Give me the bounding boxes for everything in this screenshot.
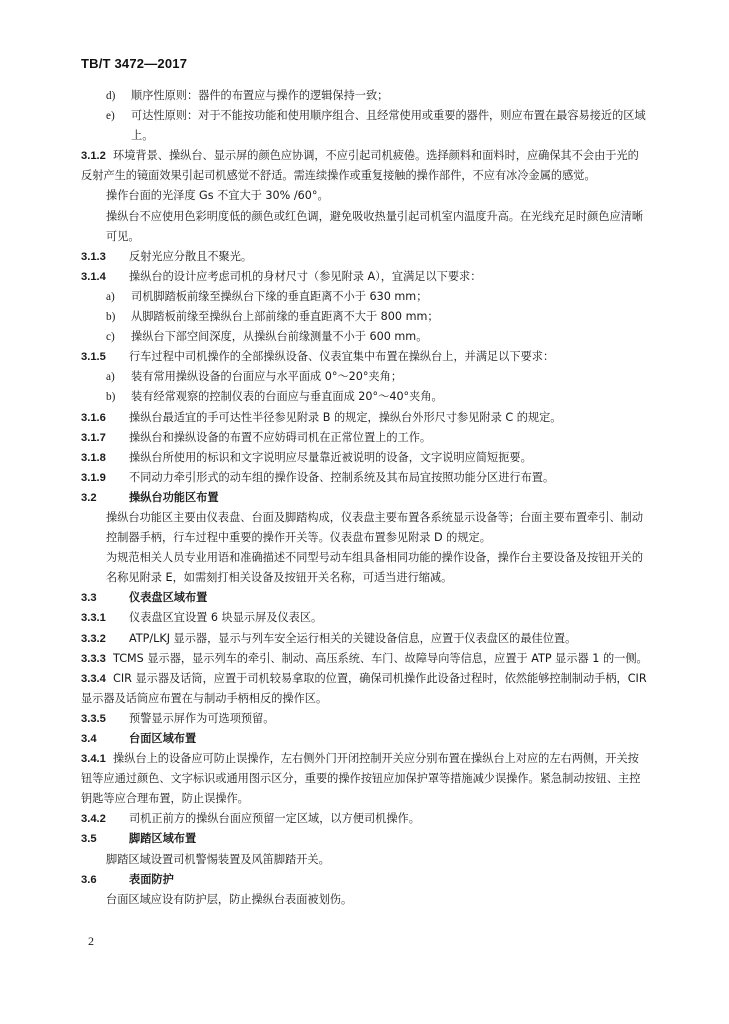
list-text: 可达性原则：对于不能按功能和使用顺序组合、且经常使用或重要的器件，则应布置在最容易接近的区域上。 bbox=[131, 109, 646, 143]
paragraph: 操纵台不应使用色彩明度低的颜色或红色调，避免吸收热量引起司机室内温度升高。在光线充足时颜色应清晰可见。 bbox=[106, 209, 644, 243]
clause-text: ATP/LKJ 显示器，显示与列车安全运行相关的关键设备信息，应置于仪表盘区的最佳位置。 bbox=[129, 631, 577, 645]
clause-3-3-5 bbox=[81, 709, 649, 729]
section-title: 操纵台功能区布置 bbox=[129, 490, 219, 504]
paragraph: 操纵台功能区主要由仪表盘、台面及脚踏构成，仪表盘主要布置各系统显示设备等；台面主要布置牵引、制动控制器手柄，行车过程中重要的操作开关等。仪表盘布置参见附录 D 的规定。 bbox=[106, 510, 644, 545]
clause-3-4-1 bbox=[81, 749, 649, 809]
clause-3-1-9 bbox=[81, 468, 649, 488]
clause-number: 3.3.4 bbox=[81, 672, 106, 685]
clause-3-1-7 bbox=[81, 428, 649, 448]
section-heading-3-3 bbox=[81, 588, 649, 608]
clause-text: 操纵台所使用的标识和文字说明应尽量靠近被说明的设备，文字说明应简短扼要。 bbox=[129, 450, 532, 464]
section-number: 3.4 bbox=[81, 733, 97, 745]
clause-number: 3.1.4 bbox=[81, 270, 106, 283]
clause-number: 3.1.3 bbox=[81, 250, 106, 263]
section-title: 台面区域布置 bbox=[129, 732, 197, 745]
clause-3-1-8 bbox=[81, 448, 649, 468]
clause-number: 3.4.1 bbox=[81, 753, 106, 766]
clause-text: 操纵台上的设备应可防止误操作，左右侧外门开闭控制开关应分别布置在操纵台上对应的左右两侧，开关按钮等应通过颜色、文字标识或通用图示区分，重要的操作按钮应加保护罩等措施减少误操作。紧急制动按钮、主控钥匙等应合理布置，防止误操作。 bbox=[81, 752, 641, 806]
clause-3-1-3 bbox=[81, 247, 649, 267]
list-marker: d) bbox=[106, 90, 116, 102]
list-marker: a) bbox=[106, 290, 115, 303]
document-body bbox=[81, 86, 649, 910]
clause-text: TCMS 显示器，显示列车的牵引、制动、高压系统、车门、故障导向等信息，应置于 ATP 显示器 1 的一侧。 bbox=[113, 651, 648, 665]
clause-3-1-2 bbox=[81, 146, 649, 186]
section-heading-3-4 bbox=[81, 729, 649, 749]
section-heading-3-2 bbox=[81, 488, 649, 508]
list-text: 顺序性原则：器件的布置应与操作的逻辑保持一致； bbox=[131, 89, 389, 102]
clause-3-4-2 bbox=[81, 809, 649, 829]
section-number: 3.6 bbox=[81, 873, 97, 886]
clause-3-1-4 bbox=[81, 267, 649, 287]
clause-3-1-6 bbox=[81, 408, 649, 428]
list-item-b bbox=[81, 387, 649, 407]
clause-number: 3.3.1 bbox=[81, 612, 106, 625]
clause-text: 行车过程中司机操作的全部操纵设备、仪表宜集中布置在操纵台上，并满足以下要求： bbox=[129, 350, 555, 364]
clause-number: 3.3.2 bbox=[81, 632, 106, 645]
section-title: 表面防护 bbox=[129, 872, 174, 886]
clause-text: 仪表盘区宜设置 6 块显示屏及仪表区。 bbox=[129, 611, 323, 625]
list-text: 从脚踏板前缘至操纵台上部前缘的垂直距离不大于 800 mm； bbox=[131, 310, 439, 324]
list-text: 装有常用操纵设备的台面应与水平面成 0°～20°夹角； bbox=[131, 370, 403, 384]
list-item-a bbox=[81, 287, 649, 307]
list-marker: b) bbox=[106, 391, 116, 404]
list-marker: c) bbox=[106, 331, 115, 344]
paragraph: 台面区域应设有防护层，防止操纵台表面被划伤。 bbox=[106, 892, 353, 906]
list-marker: e) bbox=[106, 110, 115, 123]
clause-number: 3.1.6 bbox=[81, 411, 106, 424]
list-marker: b) bbox=[106, 311, 116, 324]
clause-text: 反射光应分散且不聚光。 bbox=[129, 249, 253, 263]
list-item-a bbox=[81, 367, 649, 387]
page-number: 2 bbox=[88, 934, 94, 948]
clause-number: 3.1.9 bbox=[81, 471, 106, 484]
paragraph: 操作台面的光泽度 Gs 不宜大于 30% /60°。 bbox=[106, 189, 329, 203]
clause-number: 3.1.7 bbox=[81, 431, 106, 444]
list-item-d bbox=[81, 86, 649, 106]
clause-3-1-5 bbox=[81, 347, 649, 367]
clause-number: 3.3.5 bbox=[81, 712, 106, 725]
clause-text: 环境背景、操纵台、显示屏的颜色应协调，不应引起司机疲倦。选择颜料和面料时，应确保其不会由于光的反射产生的镜面效果引起司机感觉不舒适。需连续操作或重复接触的操作部件，不应有冰冷金属的感觉。 bbox=[81, 149, 639, 183]
section-heading-3-6 bbox=[81, 870, 649, 890]
clause-text: 预警显示屏作为可选项预留。 bbox=[129, 711, 275, 725]
clause-number: 3.4.2 bbox=[81, 813, 106, 826]
clause-number: 3.1.2 bbox=[81, 150, 106, 163]
clause-text: 司机正前方的操纵台面应预留一定区域，以方便司机操作。 bbox=[129, 812, 420, 826]
section-number: 3.3 bbox=[81, 592, 97, 605]
list-item-b bbox=[81, 307, 649, 327]
clause-text: 操纵台的设计应考虑司机的身材尺寸（参见附录 A），宜满足以下要求： bbox=[129, 269, 482, 283]
paragraph: 脚踏区域设置司机警惕装置及风笛脚踏开关。 bbox=[106, 852, 330, 866]
clause-text: 不同动力牵引形式的动车组的操作设备、控制系统及其布局宜按照功能分区进行布置。 bbox=[129, 470, 555, 484]
standard-code-header: TB/T 3472—2017 bbox=[81, 56, 188, 71]
section-number: 3.2 bbox=[81, 491, 97, 504]
paragraph: 为规范相关人员专业用语和准确描述不同型号动车组具备相同功能的操作设备，操作台主要设备及按钮开关的名称见附录 E，如需刻打相关设备及按钮开关名称，可适当进行缩减。 bbox=[106, 551, 644, 585]
list-marker: a) bbox=[106, 371, 115, 384]
list-text: 操纵台下部空间深度，从操纵台前缘测量不小于 600 mm。 bbox=[131, 330, 428, 344]
clause-text: 操纵台和操纵设备的布置不应妨碍司机在正常位置上的工作。 bbox=[129, 430, 432, 444]
clause-3-3-1 bbox=[81, 608, 649, 628]
list-item-e bbox=[81, 106, 649, 146]
list-item-c bbox=[81, 327, 649, 347]
section-title: 仪表盘区域布置 bbox=[129, 591, 208, 605]
section-title: 脚踏区域布置 bbox=[129, 832, 197, 846]
clause-number: 3.1.8 bbox=[81, 451, 106, 464]
section-number: 3.5 bbox=[81, 833, 97, 846]
clause-number: 3.1.5 bbox=[81, 351, 106, 364]
clause-3-3-3 bbox=[81, 649, 649, 669]
clause-text: CIR 显示器及话筒，应置于司机较易拿取的位置，确保司机操作此设备过程时，依然能够控制制动手柄，CIR 显示器及话筒应布置在与制动手柄相反的操作区。 bbox=[81, 671, 647, 705]
clause-number: 3.3.3 bbox=[81, 652, 106, 665]
list-text: 装有经常观察的控制仪表的台面应与垂直面成 20°～40°夹角。 bbox=[131, 390, 443, 404]
list-text: 司机脚踏板前缘至操纵台下缘的垂直距离不小于 630 mm； bbox=[131, 289, 428, 303]
clause-3-3-4 bbox=[81, 669, 649, 709]
section-heading-3-5 bbox=[81, 829, 649, 849]
clause-text: 操纵台最适宜的手可达性半径参见附录 B 的规定，操纵台外形尺寸参见附录 C 的规定。 bbox=[129, 410, 562, 424]
clause-3-3-2 bbox=[81, 629, 649, 649]
